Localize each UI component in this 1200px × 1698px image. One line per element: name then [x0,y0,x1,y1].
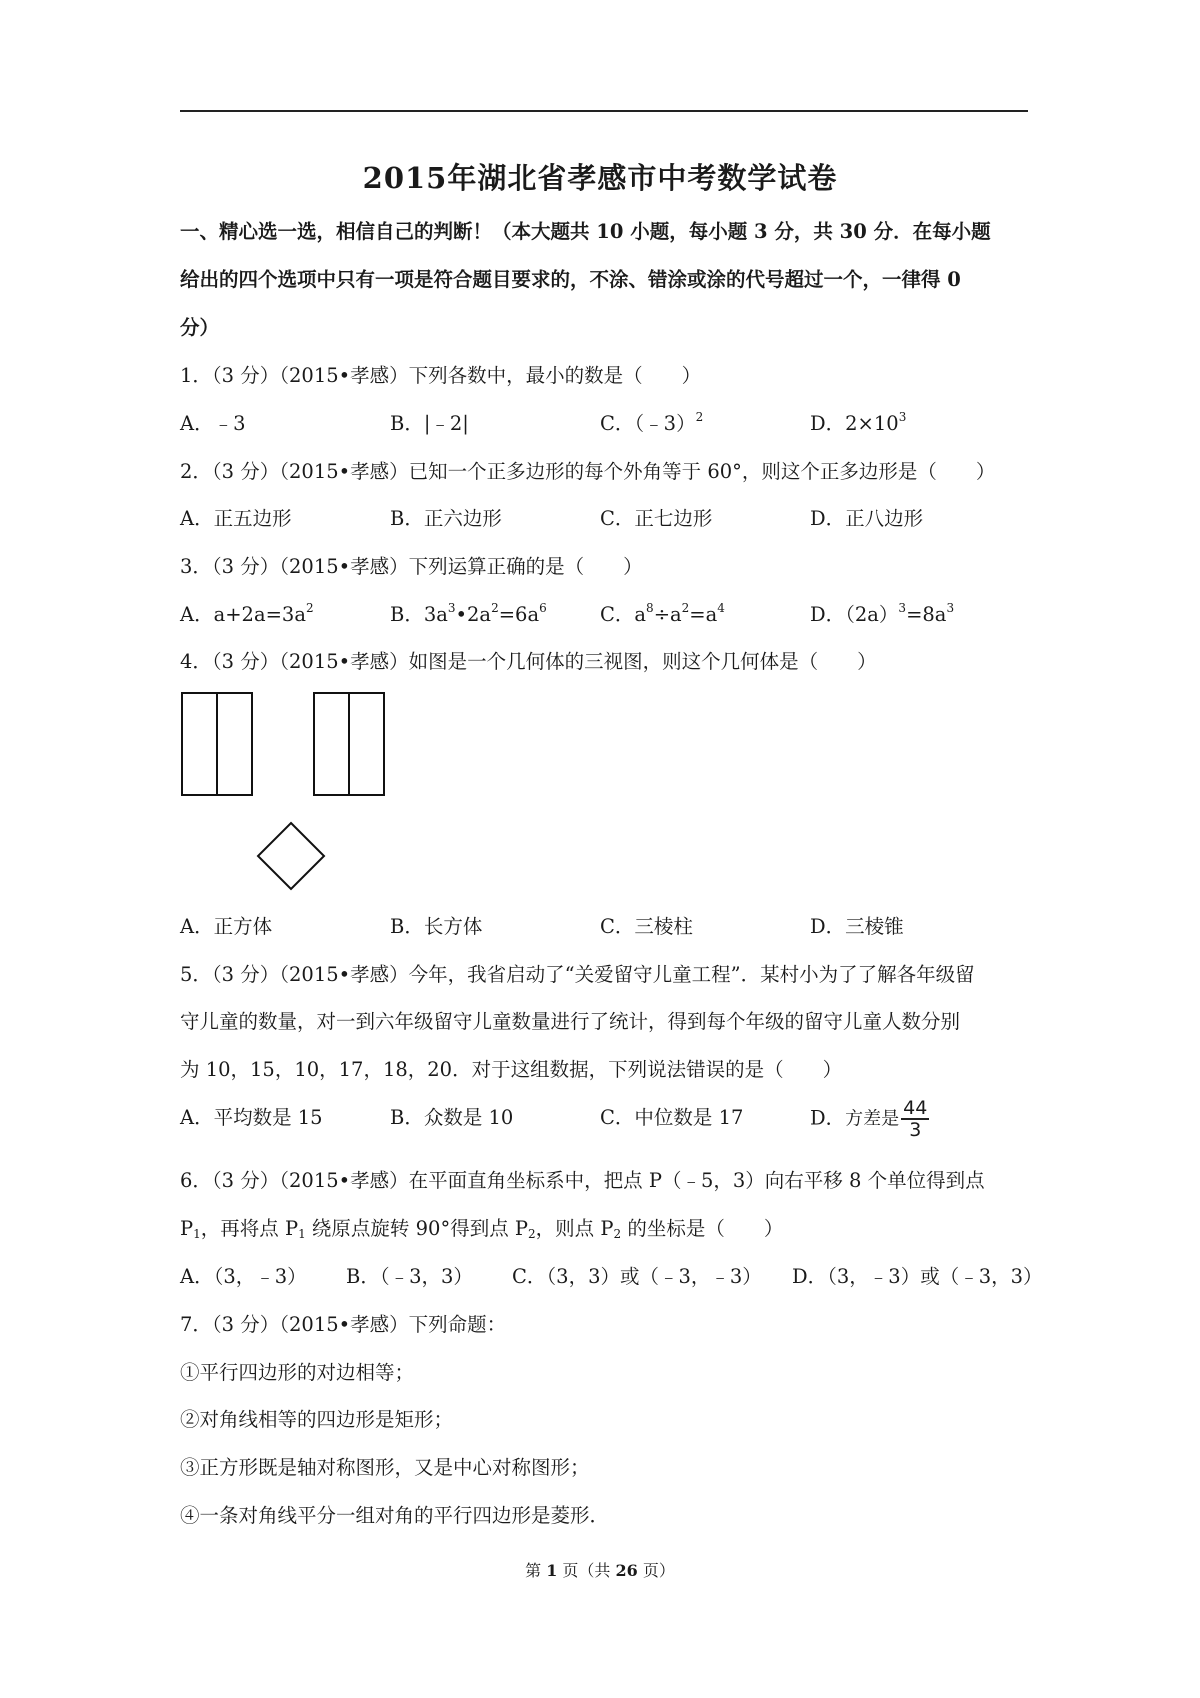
q3-option-c: C．$a^8\div a^2=a^4$ [600,601,725,626]
section-heading-line-1: 一、精心选一选，相信自己的判断！（本大题共 10 小题，每小题 3 分，共 30 分．在每小题 [180,220,991,243]
q7-proposition-2: ②对角线相等的四边形是矩形； [180,1408,454,1431]
q2-option-a: A．正五边形 [180,507,292,530]
side-view [314,693,384,795]
section-heading-line-3: 分） [180,316,220,339]
q3-option-d: D．$(2a)^3=8a^3$ [810,601,955,626]
q4-stem: 4．（3 分）（2015•孝感）如图是一个几何体的三视图，则这个几何体是（ ） [180,650,877,673]
q5-option-d: D．方差是 $\frac{44}{3}$ [810,1097,928,1141]
q7-proposition-3: ③正方形既是轴对称图形，又是中心对称图形； [180,1456,590,1479]
q6-option-d: D．（3，﹣3）或（﹣3，3） [792,1265,1043,1288]
q2-option-c: C．正七边形 [600,507,713,530]
q1-option-d: D．$2\times 10^3$ [810,410,907,435]
q5-line-1: 5．（3 分）（2015•孝感）今年，我省启动了“关爱留守儿童工程”．某村小为了了解各年级留 [180,963,975,986]
q5-option-b: B．众数是 10 [390,1106,514,1129]
q2-stem: 2．（3 分）（2015•孝感）已知一个正多边形的每个外角等于 60°，则这个正多边形是（ ） [180,460,996,483]
page-footer: 第 1 页（共 26 页） [525,1561,675,1580]
q4-option-a: A．正方体 [180,915,273,938]
front-view [182,693,252,795]
q3-stem: 3．（3 分）（2015•孝感）下列运算正确的是（ ） [180,555,643,578]
q6-option-c: C．（3，3）或（﹣3，﹣3） [512,1265,762,1288]
q7-stem: 7．（3 分）（2015•孝感）下列命题： [180,1313,507,1336]
q4-option-c: C．三棱柱 [600,915,693,938]
q1-stem: 1．（3 分）（2015•孝感）下列各数中，最小的数是（ ） [180,364,702,387]
section-heading-line-2: 给出的四个选项中只有一项是符合题目要求的，不涂、错涂或涂的代号超过一个，一律得 0 [180,268,961,291]
q4-option-b: B．长方体 [390,915,483,938]
page-title: 2015年湖北省孝感市中考数学试卷 [362,161,838,195]
q6-option-a: A．（3，﹣3） [180,1265,307,1288]
q7-proposition-1: ①平行四边形的对边相等； [180,1361,415,1384]
q1-option-c: C．（﹣3）$^2$ [600,410,704,435]
header-rule [180,110,1028,112]
q7-proposition-4: ④一条对角线平分一组对角的平行四边形是菱形． [180,1504,610,1527]
q3-option-a: A．$a+2a=3a^2$ [180,601,314,626]
q6-line-2: $P_1$，再将点 $P_1$ 绕原点旋转 90°得到点 $P_2$，则点 $P_2$ 的坐标是（ ） [180,1217,784,1241]
three-views-figure [180,690,400,920]
q1-option-a: A．﹣3 [180,412,246,435]
q5-option-a: A．平均数是 15 [180,1106,323,1129]
q6-line-1: 6．（3 分）（2015•孝感）在平面直角坐标系中，把点 P（﹣5，3）向右平移 8 个单位得到点 [180,1169,985,1192]
q2-option-b: B．正六边形 [390,507,502,530]
q4-option-d: D．三棱锥 [810,915,904,938]
q6-option-b: B．（﹣3，3） [346,1265,473,1288]
q5-option-c: C．中位数是 17 [600,1106,744,1129]
top-view [258,823,324,889]
variance-fraction: $\frac{44}{3}$ [903,1097,928,1141]
q3-option-b: B．$3a^3•2a^2=6a^6$ [390,601,547,626]
q2-option-d: D．正八边形 [810,507,924,530]
q5-line-3: 为 10，15，10，17，18，20．对于这组数据，下列说法错误的是（ ） [180,1058,843,1081]
q5-line-2: 守儿童的数量，对一到六年级留守儿童数量进行了统计，得到每个年级的留守儿童人数分别 [180,1010,961,1033]
q1-option-b: B．|﹣2| [390,412,469,435]
